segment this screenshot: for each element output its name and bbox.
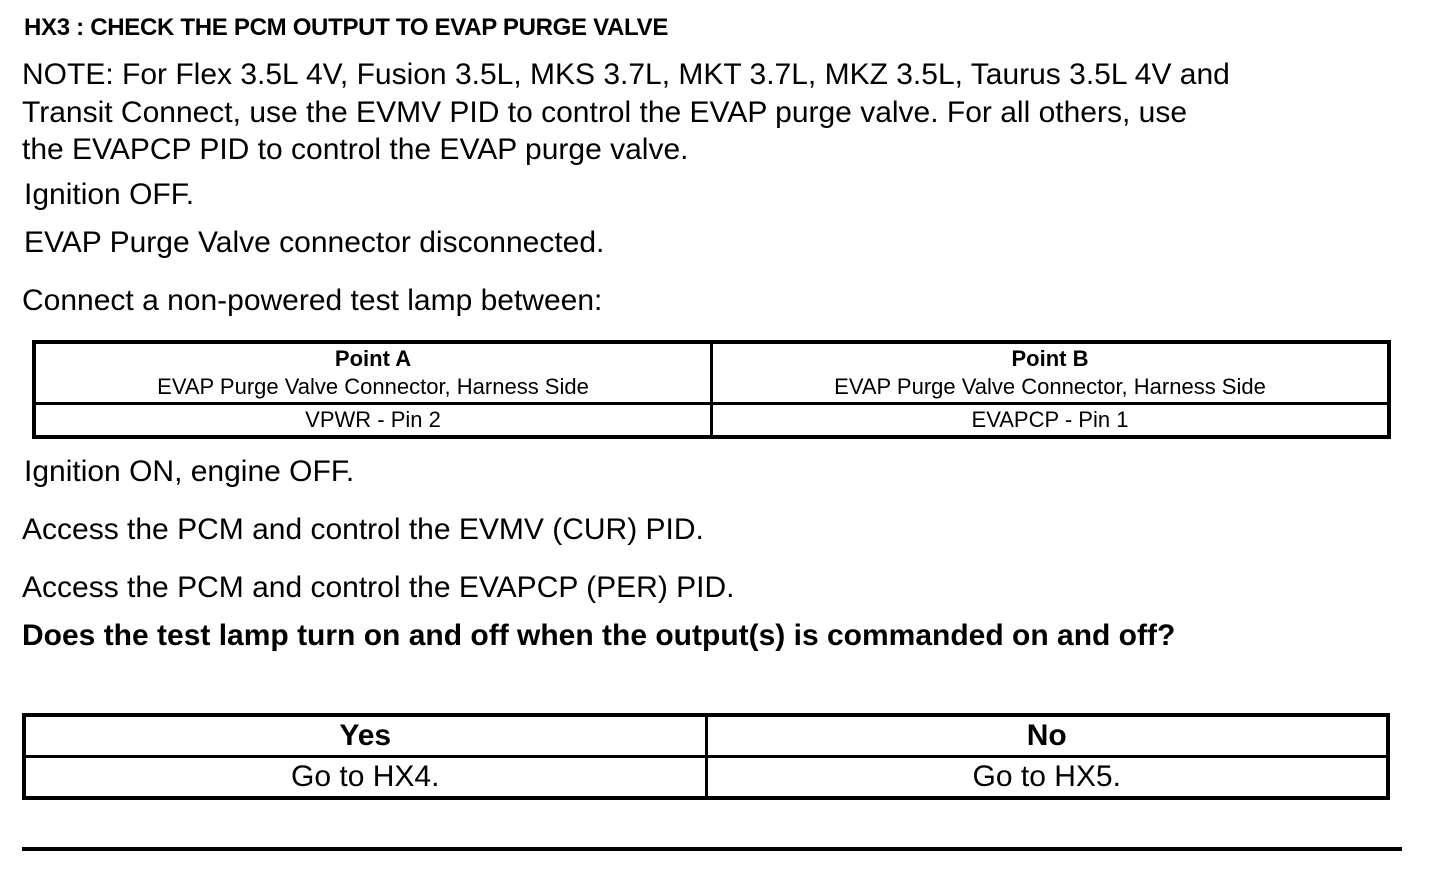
point-a-location: EVAP Purge Valve Connector, Harness Side bbox=[157, 374, 589, 399]
step-control-evapcp: Access the PCM and control the EVAPCP (PER) PID. bbox=[22, 571, 735, 604]
note-line: Transit Connect, use the EVMV PID to control the EVAP purge valve. For all others, use bbox=[22, 95, 1188, 129]
yes-action: Go to HX4. bbox=[24, 757, 706, 799]
table-row bbox=[24, 757, 1388, 799]
point-a-cell bbox=[34, 342, 712, 404]
test-question: Does the test lamp turn on and off when the output(s) is commanded on and off? bbox=[22, 619, 1176, 652]
point-a-header: Point A bbox=[334, 346, 412, 371]
step-ignition-on: Ignition ON, engine OFF. bbox=[24, 455, 355, 488]
note-line: NOTE: For Flex 3.5L 4V, Fusion 3.5L, MKS 3.7L, MKT 3.7L, MKZ 3.5L, Taurus 3.5L 4V and bbox=[22, 58, 1230, 91]
point-b-header: Point B bbox=[1011, 346, 1089, 371]
answer-table bbox=[22, 713, 1390, 800]
test-lamp-connection-table bbox=[32, 340, 1391, 439]
section-divider bbox=[22, 847, 1402, 851]
no-action: Go to HX5. bbox=[706, 757, 1388, 799]
point-a-pin: VPWR - Pin 2 bbox=[34, 404, 712, 438]
step-connect-test-lamp: Connect a non-powered test lamp between: bbox=[22, 284, 603, 317]
step-connector-disconnected: EVAP Purge Valve connector disconnected. bbox=[24, 226, 605, 259]
point-b-pin: EVAPCP - Pin 1 bbox=[712, 404, 1390, 438]
yes-header: Yes bbox=[24, 715, 706, 757]
note-paragraph bbox=[22, 56, 1422, 169]
procedure-heading: HX3 : CHECK THE PCM OUTPUT TO EVAP PURGE VALVE bbox=[24, 14, 669, 41]
note-line: the EVAPCP PID to control the EVAP purge valve. bbox=[22, 133, 689, 166]
table-row bbox=[34, 342, 1389, 404]
no-header: No bbox=[706, 715, 1388, 757]
step-ignition-off: Ignition OFF. bbox=[24, 178, 195, 211]
step-control-evmv: Access the PCM and control the EVMV (CUR) PID. bbox=[22, 513, 704, 546]
table-row bbox=[24, 715, 1388, 757]
point-b-location: EVAP Purge Valve Connector, Harness Side bbox=[834, 374, 1266, 399]
point-b-cell bbox=[712, 342, 1390, 404]
table-row bbox=[34, 404, 1389, 438]
